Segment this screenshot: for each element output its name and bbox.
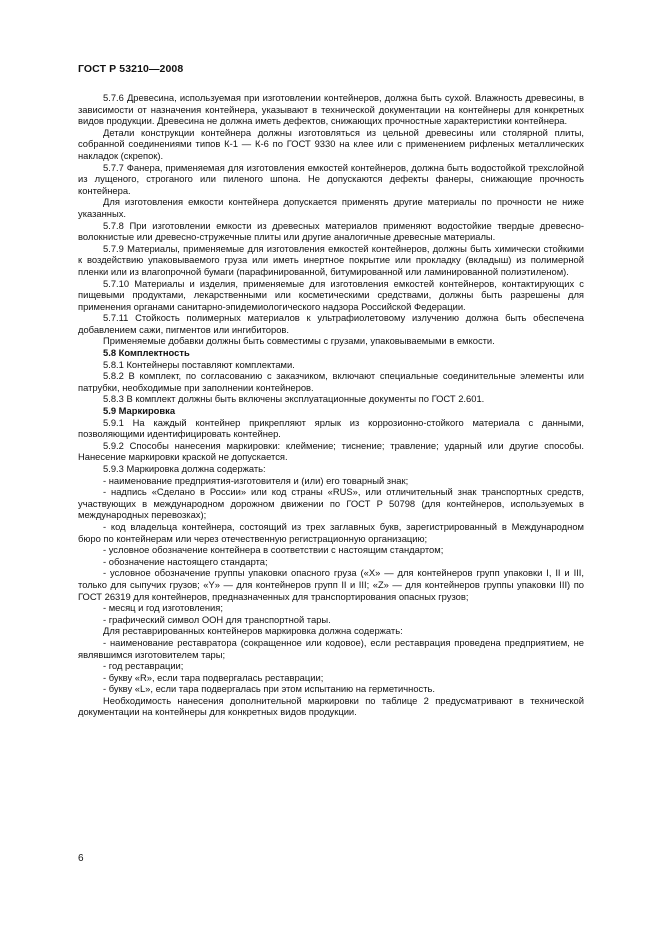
list-item: - обозначение настоящего стандарта;: [103, 555, 268, 567]
paragraph: Применяемые добавки должны быть совместимы с грузами, упаковываемыми в емкости.: [103, 335, 495, 347]
paragraph: Для реставрированных контейнеров маркировка должна содержать:: [103, 625, 403, 637]
list-item: - наименование предприятия-изготовителя и (или) его товарный знак;: [103, 474, 409, 486]
paragraph: 5.9.3 Маркировка должна содержать:: [103, 463, 266, 474]
section-heading-marking: 5.9 Маркировка: [103, 405, 176, 417]
list-item: - букву «L», если тара подвергалась при этом испытанию на герметичность.: [103, 683, 436, 695]
list-item: - надпись «Сделано в России» или код страны «RUS», или отличительный знак транспортных средств, участвующих в международном дорожном движении по ГОСТ Р 50798 (для контейнеров, используемых в международных перевозках);: [78, 486, 584, 521]
list-item: - месяц и год изготовления;: [103, 602, 223, 614]
list-item: - условное обозначение группы упаковки опасного груза («X» — для контейнеров групп упаковки I, II и III, только для сыпучих грузов; «Y» — для контейнеров групп II и III; «Z» — для контейнеров группы упаковки III) по ГОСТ 26319 для контейнеров, предназначенных для транспортирования опасных грузов;: [78, 567, 584, 602]
list-item: - наименование реставратора (сокращенное или кодовое), если реставрация проведена предприятием, не являвшимся изготовителем тары;: [78, 636, 584, 660]
paragraph: 5.8.2 В комплект, по согласованию с заказчиком, включают специальные соединительные элементы или патрубки, необходимые при заполнении контейнеров.: [78, 370, 584, 393]
paragraph: Для изготовления емкости контейнера допускается применять другие материалы по прочности не ниже указанных.: [78, 196, 584, 219]
document-header: ГОСТ Р 53210—2008: [78, 63, 184, 75]
paragraph: Необходимость нанесения дополнительной маркировки по таблице 2 предусматривают в технической документации на контейнеры для конкретных видов продукции.: [78, 694, 584, 718]
list-item: - графический символ ООН для транспортной тары.: [103, 613, 331, 625]
list-item: - код владельца контейнера, состоящий из трех заглавных букв, зарегистрированный в Международном бюро по контейнерам или через отечественную регистрационную организацию;: [78, 520, 584, 544]
paragraph: 5.7.8 При изготовлении емкости из древесных материалов применяют водостойкие твердые древесно-волокнистые или древесно-стружечные плиты или другие аналогичные древесные материалы.: [78, 219, 584, 243]
paragraph: 5.7.11 Стойкость полимерных материалов к ультрафиолетовому излучению должна быть обеспечена добавлением сажи, пигментов или ингибиторов.: [78, 312, 584, 335]
paragraph: 5.7.9 Материалы, применяемые для изготовления емкостей контейнеров, должны быть химически стойкими к воздействию упаковываемого груза или иметь инертное покрытие или прокладку (вкладыш) из полимерной пленки или из влагопрочной бумаги (парафинированной, битумированной или ламинированной полиэтиленом).: [78, 242, 584, 277]
paragraph: 5.7.10 Материалы и изделия, применяемые для изготовления емкостей контейнеров, контактирующих с пищевыми продуктами, лекарственными или косметическими средствами, должны быть разрешены для применения органами санитарно-эпидемиологического надзора Российской Федерации.: [78, 277, 584, 312]
document-body: [78, 92, 584, 718]
paragraph: 5.8.1 Контейнеры поставляют комплектами.: [103, 358, 295, 370]
page-number: 6: [78, 853, 84, 864]
paragraph: 5.7.6 Древесина, используемая при изготовлении контейнеров, должна быть сухой. Влажность древесины, в зависимости от назначения контейнера, указывают в технической документации на контейнеры для конкретных видов продукции. Древесина не должна иметь дефектов, снижающих прочностные характеристики контейнера.: [78, 92, 584, 127]
list-item: - год реставрации;: [103, 660, 184, 672]
section-heading-completeness: 5.8 Комплектность: [103, 347, 190, 359]
paragraph: Детали конструкции контейнера должны изготовляться из цельной древесины или столярной плиты, собранной соединениями типов К-1 — К-6 по ГОСТ 9330 на клее или с применением рифленых металлических накладок (скрепок).: [78, 126, 584, 161]
paragraph: 5.9.2 Способы нанесения маркировки: клеймение; тиснение; травление; ударный или другие способы. Нанесение маркировки краской не допускается.: [78, 439, 584, 463]
paragraph: 5.8.3 В комплект должны быть включены эксплуатационные документы по ГОСТ 2.601.: [103, 393, 485, 405]
paragraph: 5.9.1 На каждый контейнер прикрепляют ярлык из коррозионно-стойкого материала с данными, позволяющими идентифицировать контейнер.: [78, 416, 584, 440]
list-item: - условное обозначение контейнера в соответствии с настоящим стандартом;: [103, 544, 444, 556]
paragraph: 5.7.7 Фанера, применяемая для изготовления емкостей контейнеров, должна быть водостойкой трехслойной из лущеного, строганого или пиленого шпона. Не допускаются дефекты фанеры, снижающие прочность контейнера.: [78, 161, 584, 196]
list-item: - букву «R», если тара подвергалась реставрации;: [103, 671, 324, 683]
